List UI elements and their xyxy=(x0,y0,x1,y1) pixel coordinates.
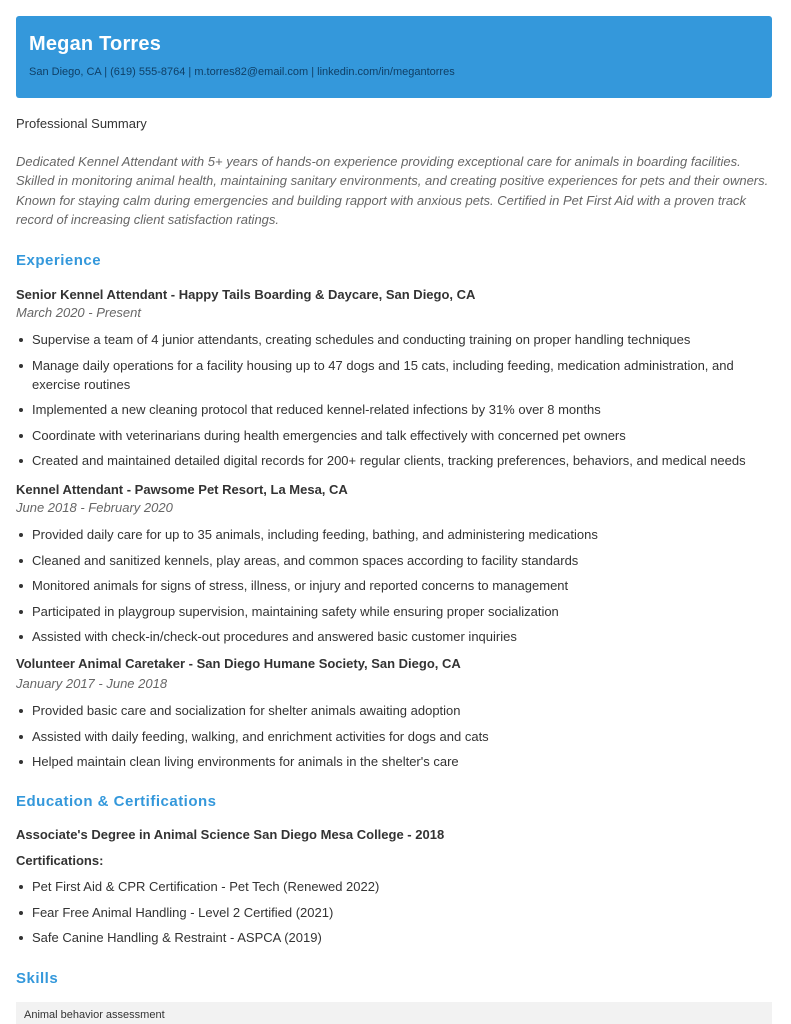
degree: Associate's Degree in Animal Science San Diego Mesa College - 2018 xyxy=(16,827,445,842)
list-item: Cleaned and sanitized kennels, play areas, and common spaces according to facility standards xyxy=(16,551,776,570)
contact-info: San Diego, CA | (619) 555-8764 | m.torres82@email.com | linkedin.com/in/megantorres xyxy=(29,66,455,78)
job-dates: March 2020 - Present xyxy=(16,305,142,320)
list-item: Manage daily operations for a facility housing up to 47 dogs and 15 cats, including feeding, medication administration, and exercise routines xyxy=(16,356,776,394)
list-item: Implemented a new cleaning protocol that reduced kennel-related infections by 31% over 8 months xyxy=(16,400,776,419)
list-item: Supervise a team of 4 junior attendants, creating schedules and conducting training on proper handling techniques xyxy=(16,330,776,349)
education-heading: Education & Certifications xyxy=(16,793,217,810)
list-item: Pet First Aid & CPR Certification - Pet Tech (Renewed 2022) xyxy=(16,877,776,896)
summary-text: Dedicated Kennel Attendant with 5+ years of hands-on experience providing exceptional care for animals in boarding facilities. Skilled in monitoring animal health, maintaining sanitary environments, and creating positive experiences for pets and their owners. Known for staying calm during emergencies and building rapport with anxious pets. Certified in Pet First Aid with a proven track record of increasing client satisfaction ratings. xyxy=(16,154,769,227)
list-item: Assisted with daily feeding, walking, and enrichment activities for dogs and cats xyxy=(16,727,776,746)
list-item: Coordinate with veterinarians during health emergencies and talk effectively with concerned pet owners xyxy=(16,426,776,445)
summary-label: Professional Summary xyxy=(16,116,147,131)
job-dates: January 2017 - June 2018 xyxy=(16,676,168,691)
certifications-list xyxy=(16,877,776,954)
job-title: Kennel Attendant - Pawsome Pet Resort, La Mesa, CA xyxy=(16,482,348,497)
skill-item: Animal behavior assessment xyxy=(16,1002,772,1024)
candidate-name: Megan Torres xyxy=(29,33,162,55)
job-bullets xyxy=(16,701,776,778)
list-item: Provided daily care for up to 35 animals, including feeding, bathing, and administering medications xyxy=(16,525,776,544)
job-bullets xyxy=(16,330,776,477)
experience-heading: Experience xyxy=(16,252,102,269)
list-item: Fear Free Animal Handling - Level 2 Certified (2021) xyxy=(16,903,776,922)
resume-header xyxy=(16,16,772,98)
job-title: Volunteer Animal Caretaker - San Diego Humane Society, San Diego, CA xyxy=(16,656,461,671)
job-bullets xyxy=(16,525,776,653)
certifications-label: Certifications: xyxy=(16,853,104,868)
list-item: Assisted with check-in/check-out procedures and answered basic customer inquiries xyxy=(16,627,776,646)
list-item: Monitored animals for signs of stress, illness, or injury and reported concerns to management xyxy=(16,576,776,595)
list-item: Helped maintain clean living environments for animals in the shelter's care xyxy=(16,752,776,771)
list-item: Provided basic care and socialization for shelter animals awaiting adoption xyxy=(16,701,776,720)
list-item: Participated in playgroup supervision, maintaining safety while ensuring proper socialization xyxy=(16,602,776,621)
list-item: Created and maintained detailed digital records for 200+ regular clients, tracking preferences, behaviors, and medical needs xyxy=(16,451,776,470)
job-title: Senior Kennel Attendant - Happy Tails Boarding & Daycare, San Diego, CA xyxy=(16,287,476,302)
list-item: Safe Canine Handling & Restraint - ASPCA (2019) xyxy=(16,928,776,947)
job-dates: June 2018 - February 2020 xyxy=(16,500,173,515)
skills-heading: Skills xyxy=(16,970,59,987)
